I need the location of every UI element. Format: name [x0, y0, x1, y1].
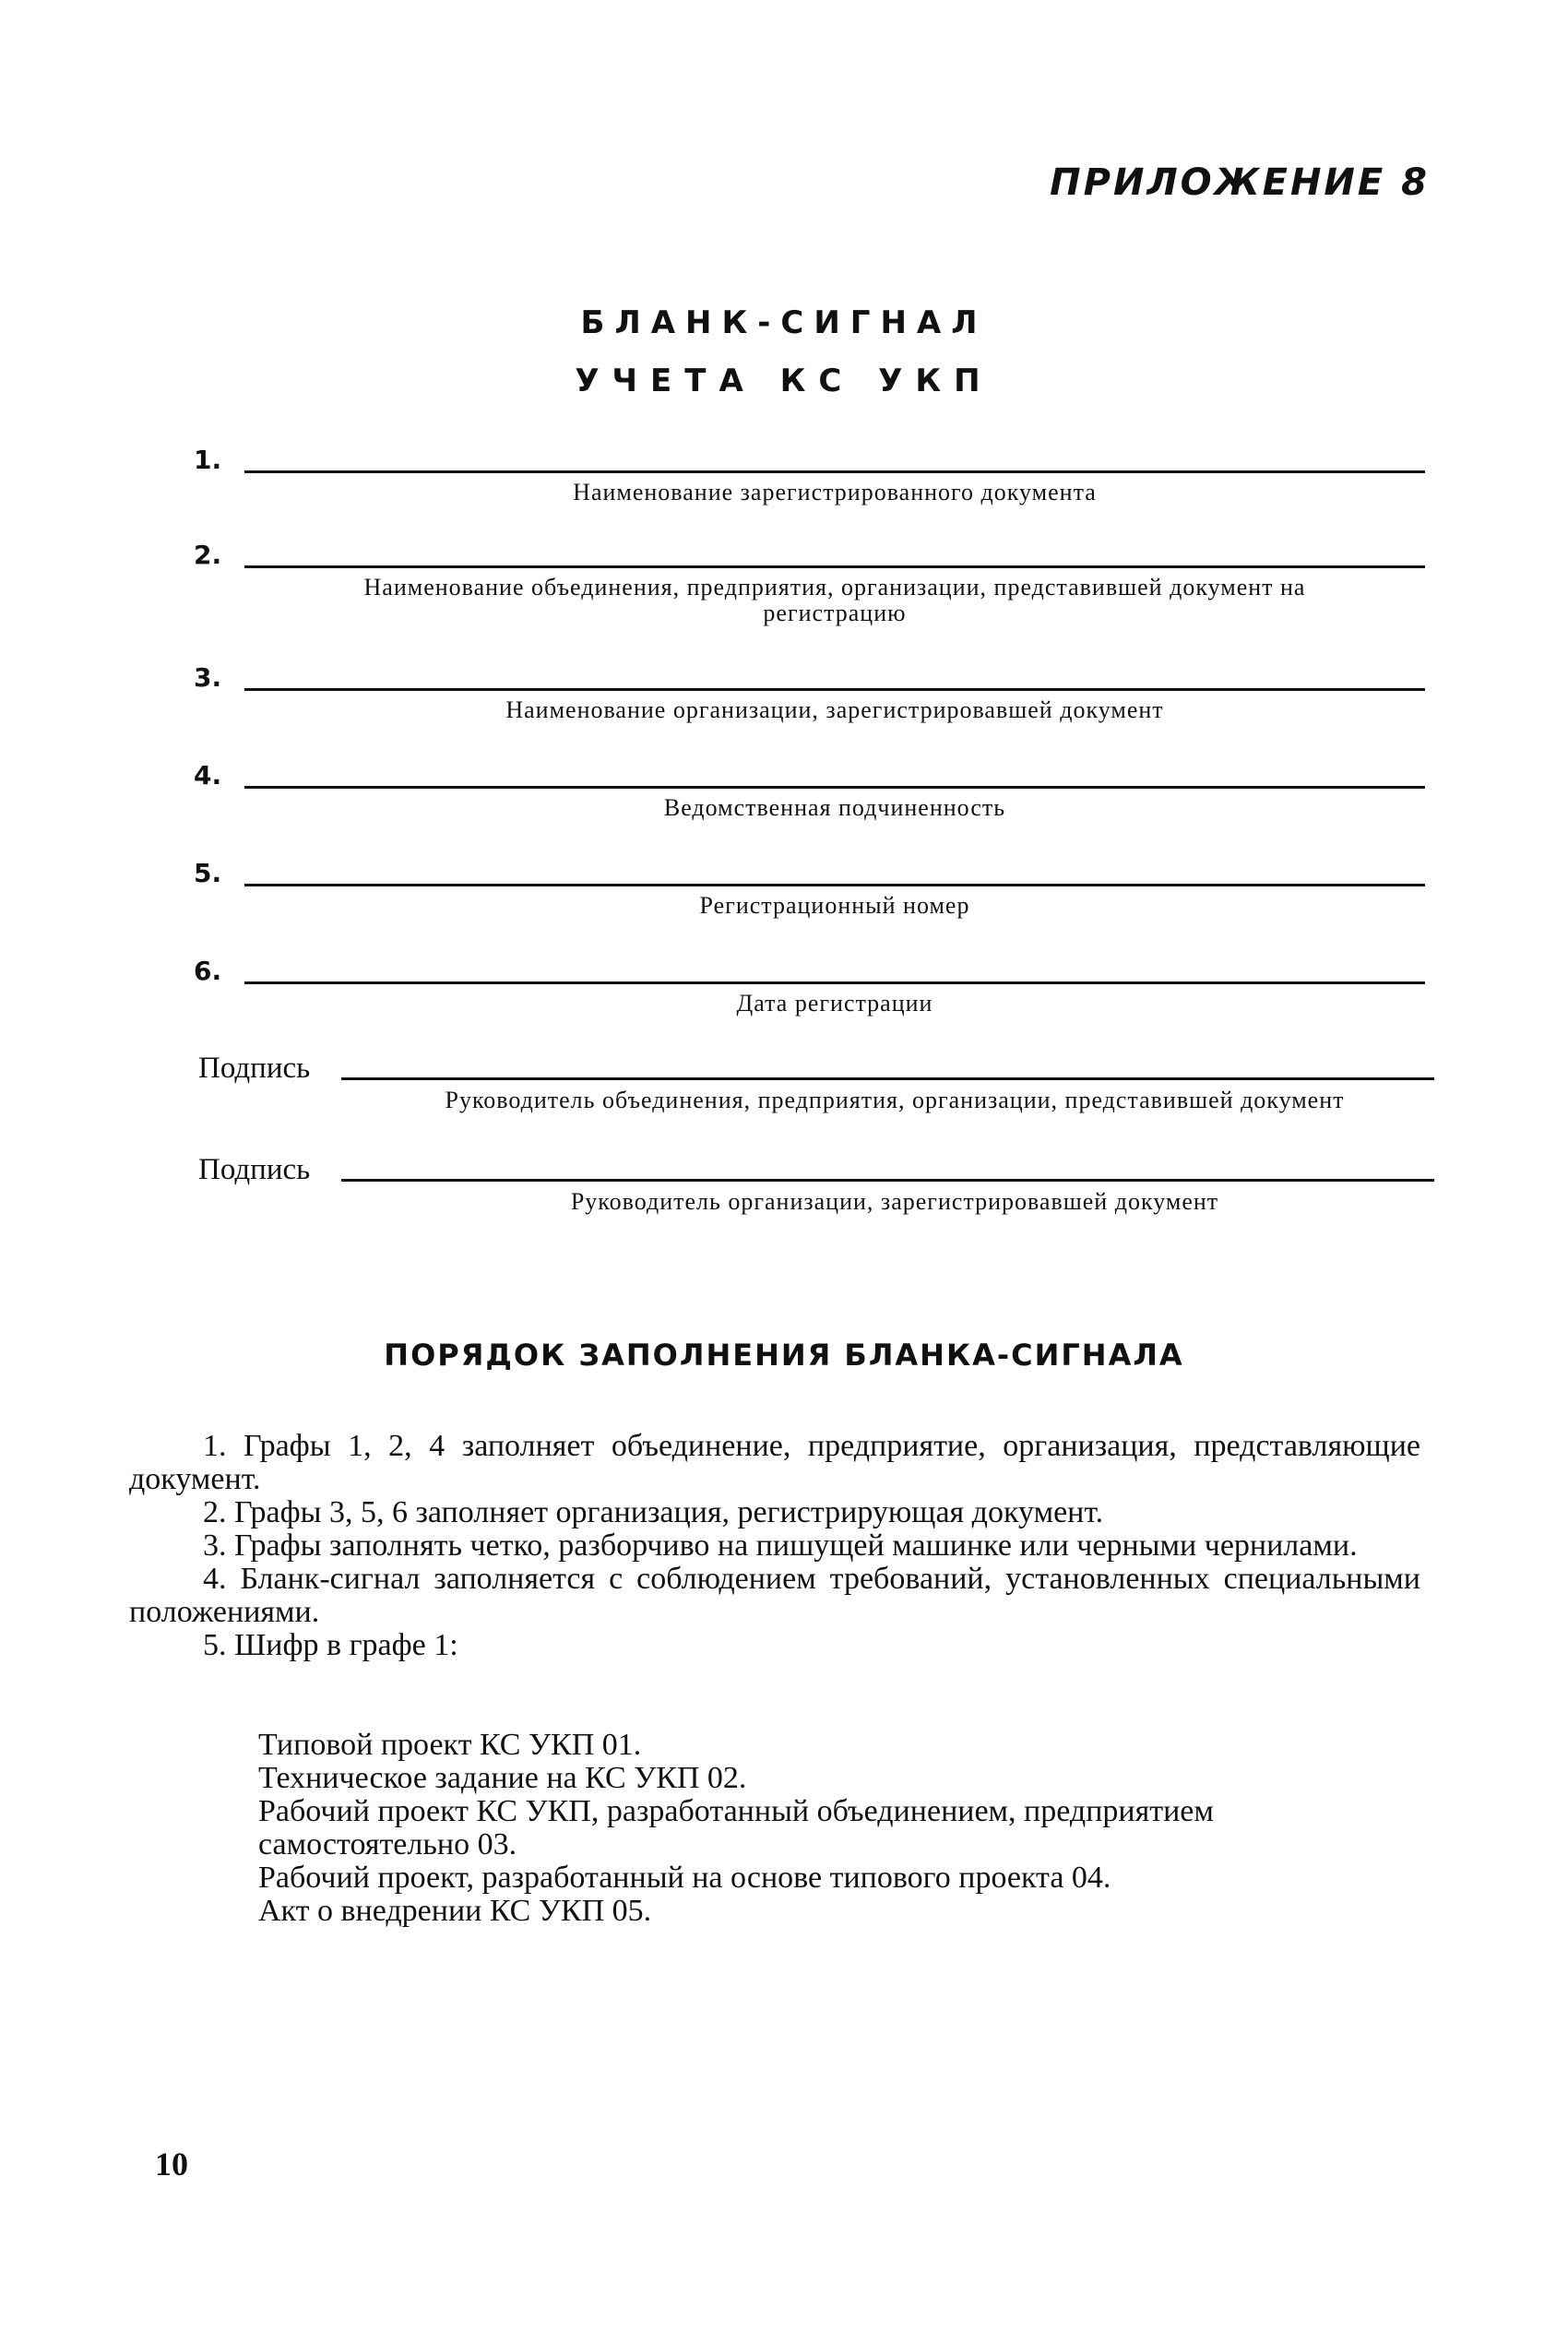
page-number: 10	[155, 2146, 188, 2182]
field-number: 3.	[194, 662, 222, 693]
instruction-item: 4. Бланк-сигнал заполняется с соблюдением требований, установленных специальными положениями.	[129, 1562, 1420, 1629]
field-caption: Наименование организации, зарегистрировавшей документ	[505, 696, 1164, 723]
signature-caption: Руководитель организации, зарегистрировавшей документ	[570, 1188, 1219, 1215]
signature-caption: Руководитель объединения, предприятия, организации, представившей документ	[445, 1087, 1345, 1113]
fill-line	[244, 981, 1425, 984]
fill-line	[244, 565, 1425, 568]
field-number: 5.	[194, 858, 222, 888]
code-list	[258, 1729, 1420, 1928]
instructions-title: ПОРЯДОК ЗАПОЛНЕНИЯ БЛАНКА-СИГНАЛА	[384, 1338, 1184, 1373]
code-item: Рабочий проект КС УКП, разработанный объединением, предприятием самостоятельно 03.	[258, 1794, 1214, 1861]
field-caption: Ведомственная подчиненность	[663, 794, 1006, 821]
appendix-label: ПРИЛОЖЕНИЕ 8	[1050, 161, 1430, 204]
field-caption: Регистрационный номер	[699, 892, 970, 919]
code-item: Техническое задание на КС УКП 02.	[258, 1761, 747, 1795]
signature-line	[341, 1077, 1434, 1080]
instruction-item: 3. Графы заполнять четко, разборчиво на пишущей машинке или черными чернилами.	[203, 1528, 1358, 1563]
fill-line	[244, 470, 1425, 473]
fill-line	[244, 884, 1425, 886]
signature-label: Подпись	[198, 1052, 311, 1085]
fill-line	[244, 786, 1425, 789]
field-number: 6.	[194, 956, 222, 986]
field-caption: Дата регистрации	[736, 990, 933, 1017]
signature-line	[341, 1179, 1434, 1182]
field-number: 1.	[194, 445, 222, 475]
instructions-list	[129, 1430, 1420, 1662]
instruction-item: 5. Шифр в графе 1:	[203, 1628, 458, 1662]
instruction-item: 2. Графы 3, 5, 6 заполняет организация, регистрирующая документ.	[203, 1495, 1104, 1529]
field-caption: Наименование объединения, предприятия, организации, представившей документ на регистрацию	[363, 574, 1306, 626]
form-subtitle: УЧЕТА КС УКП	[575, 363, 993, 399]
field-number: 4.	[194, 760, 222, 791]
signature-label: Подпись	[198, 1153, 311, 1186]
fill-line	[244, 688, 1425, 691]
code-item: Типовой проект КС УКП 01.	[258, 1728, 642, 1762]
code-item: Акт о внедрении КС УКП 05.	[258, 1894, 652, 1928]
field-caption: Наименование зарегистрированного документа	[573, 479, 1097, 505]
form-title: БЛАНК-СИГНАЛ	[580, 304, 988, 341]
instruction-item: 1. Графы 1, 2, 4 заполняет объединение, предприятие, организация, представляющие документ.	[129, 1429, 1420, 1496]
code-item: Рабочий проект, разработанный на основе типового проекта 04.	[258, 1861, 1111, 1895]
field-number: 2.	[194, 540, 222, 570]
